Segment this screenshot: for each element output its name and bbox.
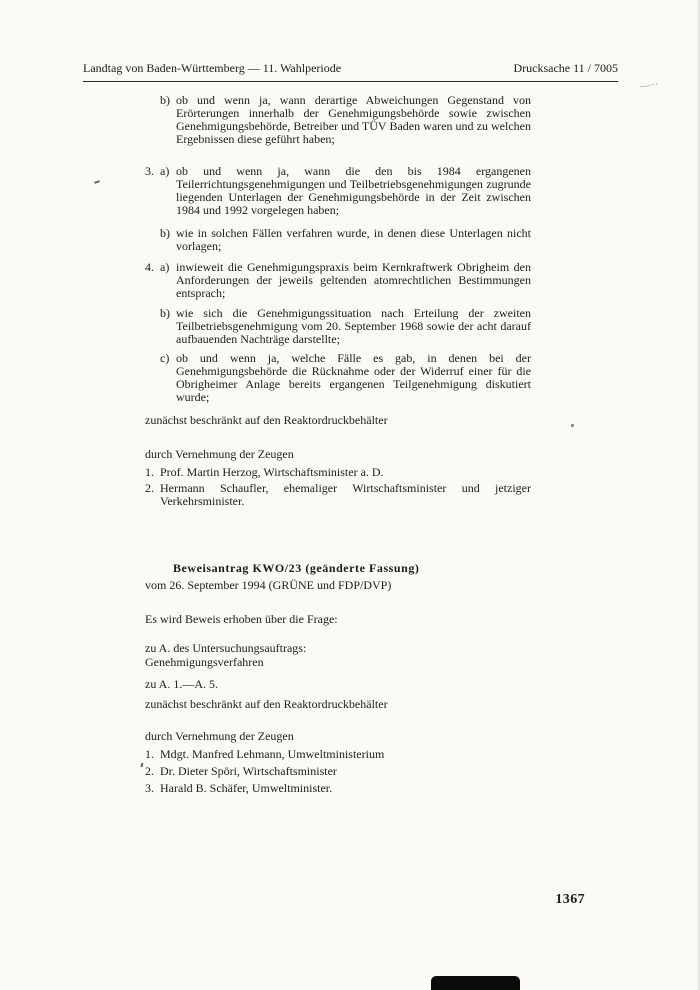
list-item-4a — [145, 261, 531, 300]
witness-item — [145, 748, 531, 761]
list-number: 3. — [145, 164, 154, 178]
list-letter: b) — [160, 226, 170, 240]
header-right-docnumber: Drucksache 11 / 7005 — [513, 61, 618, 75]
list-text: wie in solchen Fällen verfahren wurde, in denen diese Unterlagen nicht vorlagen; — [176, 226, 531, 253]
list-item-3a — [145, 165, 531, 217]
reference-line: zu A. 1.—A. 5. — [145, 677, 218, 691]
witness-item — [145, 782, 531, 795]
list-text: ob und wenn ja, wann derartige Abweichungen Gegenstand von Erörterungen innerhalb der Genehmigungsbehörde sowie zwischen Genehmigungsbehörde, Betreiber und TÜV Baden waren und zu welchen Ergebnissen diese geführt haben; — [176, 93, 531, 146]
witness-intro: durch Vernehmung der Zeugen — [145, 729, 294, 743]
list-text: ob und wenn ja, welche Fälle es gab, in denen bei der Genehmigungsbehörde die Rücknahme oder der Widerruf einer für die Obrigheimer Anlage bereits ergangenen Teilgenehmigung diskutiert wurde; — [176, 351, 531, 404]
list-text: wie sich die Genehmigungssituation nach Erteilung der zweiten Teilbetriebsgenehmigung vom 20. September 1968 sowie der acht darauf aufbauenden Nachträge darstellte; — [176, 306, 531, 346]
witness-name: Mdgt. Manfred Lehmann, Umweltministerium — [160, 747, 385, 761]
list-letter: b) — [160, 93, 170, 107]
scope-note: zunächst beschränkt auf den Reaktordruckbehälter — [145, 413, 388, 427]
list-item-4c — [160, 352, 531, 404]
list-item-2b — [160, 94, 531, 146]
witness-item — [145, 482, 531, 508]
witness-name: Dr. Dieter Spöri, Wirtschaftsminister — [160, 764, 337, 778]
page-header — [83, 61, 618, 82]
list-letter: a) — [160, 164, 170, 178]
list-number: 3. — [145, 781, 154, 795]
reference-line: Genehmigungsverfahren — [145, 655, 264, 669]
list-number: 4. — [145, 260, 154, 274]
reference-line: zu A. des Untersuchungsauftrags: — [145, 641, 307, 655]
header-left-title: Landtag von Baden-Württemberg — 11. Wahlperiode — [83, 61, 342, 75]
scan-tick — [141, 763, 143, 767]
motion-date: vom 26. September 1994 (GRÜNE und FDP/DVP) — [145, 578, 392, 592]
list-text: inwieweit die Genehmigungspraxis beim Kernkraftwerk Obrigheim den Anforderungen der jeweils geltenden atomrechtlichen Bestimmungen entsprach; — [176, 260, 531, 300]
list-letter: a) — [160, 260, 170, 274]
list-number: 2. — [145, 764, 154, 778]
document-body — [145, 94, 531, 795]
list-item-4b — [160, 307, 531, 346]
witness-name: Harald B. Schäfer, Umweltminister. — [160, 781, 333, 795]
list-item-3b — [160, 227, 531, 253]
witness-intro: durch Vernehmung der Zeugen — [145, 447, 294, 461]
list-number: 1. — [145, 747, 154, 761]
scan-mark-top-right: —·· — [639, 79, 661, 93]
motion-heading: Beweisantrag KWO/23 (geänderte Fassung) — [173, 561, 420, 575]
list-text: ob und wenn ja, wann die den bis 1984 ergangenen Teilerrichtungsgenehmigungen und Teilbetriebsgenehmigungen zugrunde liegenden Unterlagen der Genehmigungsbehörde in der Zeit zwischen 1984 und 1992 vorgelegen haben; — [176, 164, 531, 217]
witness-item — [145, 466, 531, 479]
witness-name: Prof. Martin Herzog, Wirtschaftsminister a. D. — [160, 465, 384, 479]
list-number: 1. — [145, 465, 154, 479]
list-letter: c) — [160, 351, 170, 365]
page-number: 1367 — [555, 892, 585, 907]
scan-edge-shadow — [696, 0, 700, 990]
scope-note: zunächst beschränkt auf den Reaktordruckbehälter — [145, 697, 388, 711]
evidence-intro: Es wird Beweis erhoben über die Frage: — [145, 612, 338, 626]
witness-item — [145, 765, 531, 778]
witness-name: Hermann Schaufler, ehemaliger Wirtschaftsminister und jetziger Verkehrsminister. — [160, 481, 531, 508]
scan-speck — [571, 424, 574, 427]
list-letter: b) — [160, 306, 170, 320]
scan-mark-left-margin — [94, 180, 100, 184]
ink-smudge-bottom — [431, 976, 520, 990]
list-number: 2. — [145, 481, 154, 495]
